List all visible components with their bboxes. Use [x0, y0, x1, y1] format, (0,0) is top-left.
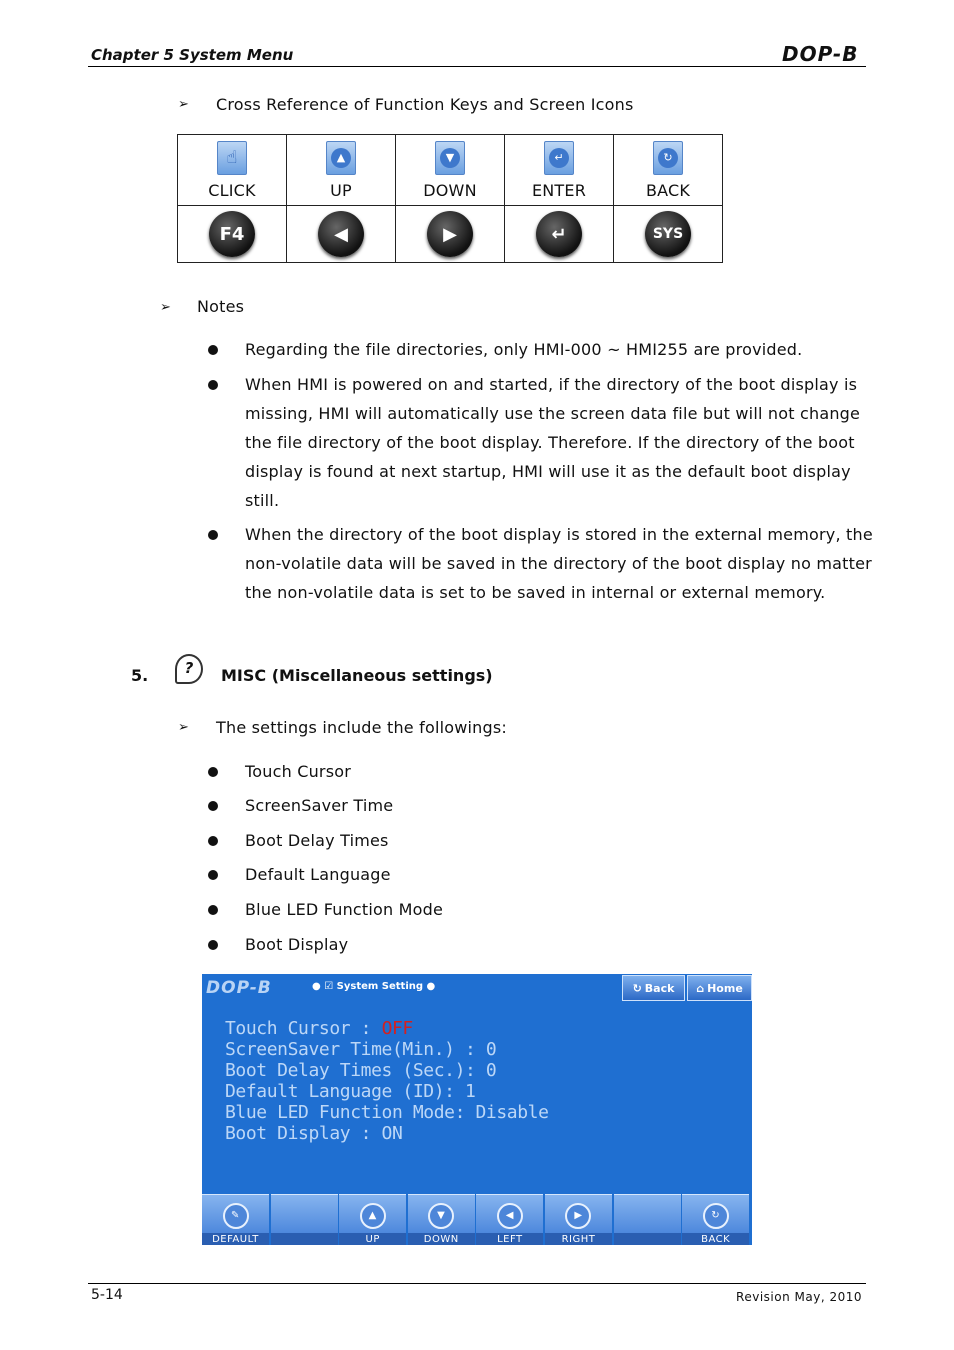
- settings-item: Boot Display: [245, 935, 349, 954]
- screen-brand: DOP-B: [206, 978, 272, 998]
- bullet-arrow-icon: ➢: [178, 97, 189, 112]
- right-button[interactable]: ▶ RIGHT: [545, 1194, 612, 1245]
- chapter-title: Chapter 5 System Menu: [91, 46, 294, 64]
- bullet-dot-icon: [208, 801, 218, 811]
- key-cell-enter: [505, 135, 614, 206]
- section-title: MISC (Miscellaneous settings): [221, 666, 493, 685]
- screen-back-button[interactable]: ↻ Back: [622, 975, 685, 1001]
- up-arrow-icon: ▲: [326, 141, 356, 175]
- screen-fkey-back-button[interactable]: ↻ BACK: [682, 1194, 749, 1245]
- settings-item: Touch Cursor: [245, 762, 352, 781]
- settings-item: Boot Delay Times: [245, 831, 389, 850]
- bullet-arrow-icon: ➢: [160, 300, 171, 315]
- key-label: DOWN: [423, 181, 477, 200]
- bullet-dot-icon: [208, 905, 218, 915]
- back-icon: ↻: [653, 141, 683, 175]
- right-key-icon: ▶: [427, 211, 473, 257]
- settings-item: Blue LED Function Mode: [245, 900, 444, 919]
- brand-logo: DOP-B: [782, 42, 859, 66]
- screen-title-bar: [202, 974, 752, 1004]
- misc-help-icon: ?: [175, 654, 203, 684]
- left-key-icon: ◀: [318, 211, 364, 257]
- header-rule: [88, 66, 866, 67]
- screensaver-line[interactable]: ScreenSaver Time(Min.) : 0: [225, 1039, 497, 1060]
- f4-key-icon: F4: [209, 211, 255, 257]
- note-item: Regarding the file directories, only HMI-000 ~ HMI255 are provided.: [245, 340, 803, 359]
- key-label: UP: [330, 181, 352, 200]
- screen-title: ● ☑ System Setting ●: [312, 981, 436, 992]
- back-icon: ↻: [632, 981, 642, 995]
- settings-item: Default Language: [245, 865, 391, 884]
- right-arrow-icon: ▶: [565, 1203, 591, 1229]
- down-arrow-icon: ▼: [435, 141, 465, 175]
- hand-pointer-icon: ☝: [217, 141, 247, 175]
- function-key-table: [177, 134, 723, 263]
- bullet-dot-icon: [208, 870, 218, 880]
- blank-button[interactable]: [614, 1194, 681, 1245]
- bullet-dot-icon: [208, 380, 218, 390]
- screen-settings-list: [225, 1018, 549, 1144]
- revision-date: Revision May, 2010: [736, 1290, 862, 1304]
- settings-intro: The settings include the followings:: [216, 718, 507, 737]
- bullet-dot-icon: [208, 836, 218, 846]
- hw-key-cell: [287, 206, 396, 263]
- bullet-dot-icon: [208, 940, 218, 950]
- hmi-screen: [202, 974, 752, 1245]
- section-number: 5.: [131, 666, 149, 685]
- hw-key-cell: [178, 206, 287, 263]
- footer-rule: [88, 1283, 866, 1284]
- key-cell-down: [396, 135, 505, 206]
- enter-key-icon: ↵: [536, 211, 582, 257]
- key-label: ENTER: [531, 181, 587, 200]
- up-button[interactable]: ▲ UP: [339, 1194, 406, 1245]
- default-button[interactable]: ✎ DEFAULT: [202, 1194, 269, 1245]
- back-icon: ↻: [703, 1203, 729, 1229]
- key-label: CLICK: [208, 181, 256, 200]
- down-button[interactable]: ▼ DOWN: [408, 1194, 475, 1245]
- left-button[interactable]: ◀ LEFT: [476, 1194, 543, 1245]
- touch-cursor-line[interactable]: Touch Cursor : OFF: [225, 1018, 413, 1039]
- hw-key-cell: [396, 206, 505, 263]
- up-arrow-icon: ▲: [360, 1203, 386, 1229]
- default-language-line[interactable]: Default Language (ID): 1: [225, 1081, 476, 1102]
- bullet-dot-icon: [208, 767, 218, 777]
- note-item: When HMI is powered on and started, if the directory of the boot display is missing, HMI will automatically use the screen data file but will not change the file directory of the boot display. Therefore. If the directory of the boot display is found at next startup, HMI will use it as the default boot display still.: [245, 375, 861, 510]
- notes-heading: Notes: [197, 297, 245, 316]
- bullet-dot-icon: [208, 345, 218, 355]
- bullet-dot-icon: [208, 530, 218, 540]
- key-cell-back: [614, 135, 723, 206]
- note-item: When the directory of the boot display is stored in the external memory, the non-volatile data will be saved in the directory of the boot display no matter the non-volatile data is set to be saved in internal or external memory.: [245, 525, 873, 602]
- brush-icon: ✎: [223, 1203, 249, 1229]
- page-number: 5-14: [91, 1287, 123, 1303]
- enter-icon: ↵: [544, 141, 574, 175]
- hw-key-cell: [614, 206, 723, 263]
- left-arrow-icon: ◀: [497, 1203, 523, 1229]
- boot-delay-line[interactable]: Boot Delay Times (Sec.): 0: [225, 1060, 497, 1081]
- blue-led-line[interactable]: Blue LED Function Mode: Disable: [225, 1102, 549, 1123]
- screen-function-bar: [202, 1194, 752, 1245]
- screen-home-button[interactable]: ⌂ Home: [687, 975, 752, 1001]
- down-arrow-icon: ▼: [428, 1203, 454, 1229]
- blank-button[interactable]: [271, 1194, 338, 1245]
- settings-item: ScreenSaver Time: [245, 796, 394, 815]
- sys-key-icon: SYS: [645, 211, 691, 257]
- key-label: BACK: [645, 181, 691, 200]
- key-cell-click: [178, 135, 287, 206]
- hw-key-cell: [505, 206, 614, 263]
- home-icon: ⌂: [696, 981, 705, 995]
- cross-ref-intro: Cross Reference of Function Keys and Screen Icons: [216, 95, 634, 114]
- boot-display-line[interactable]: Boot Display : ON: [225, 1123, 403, 1144]
- bullet-arrow-icon: ➢: [178, 720, 189, 735]
- key-cell-up: [287, 135, 396, 206]
